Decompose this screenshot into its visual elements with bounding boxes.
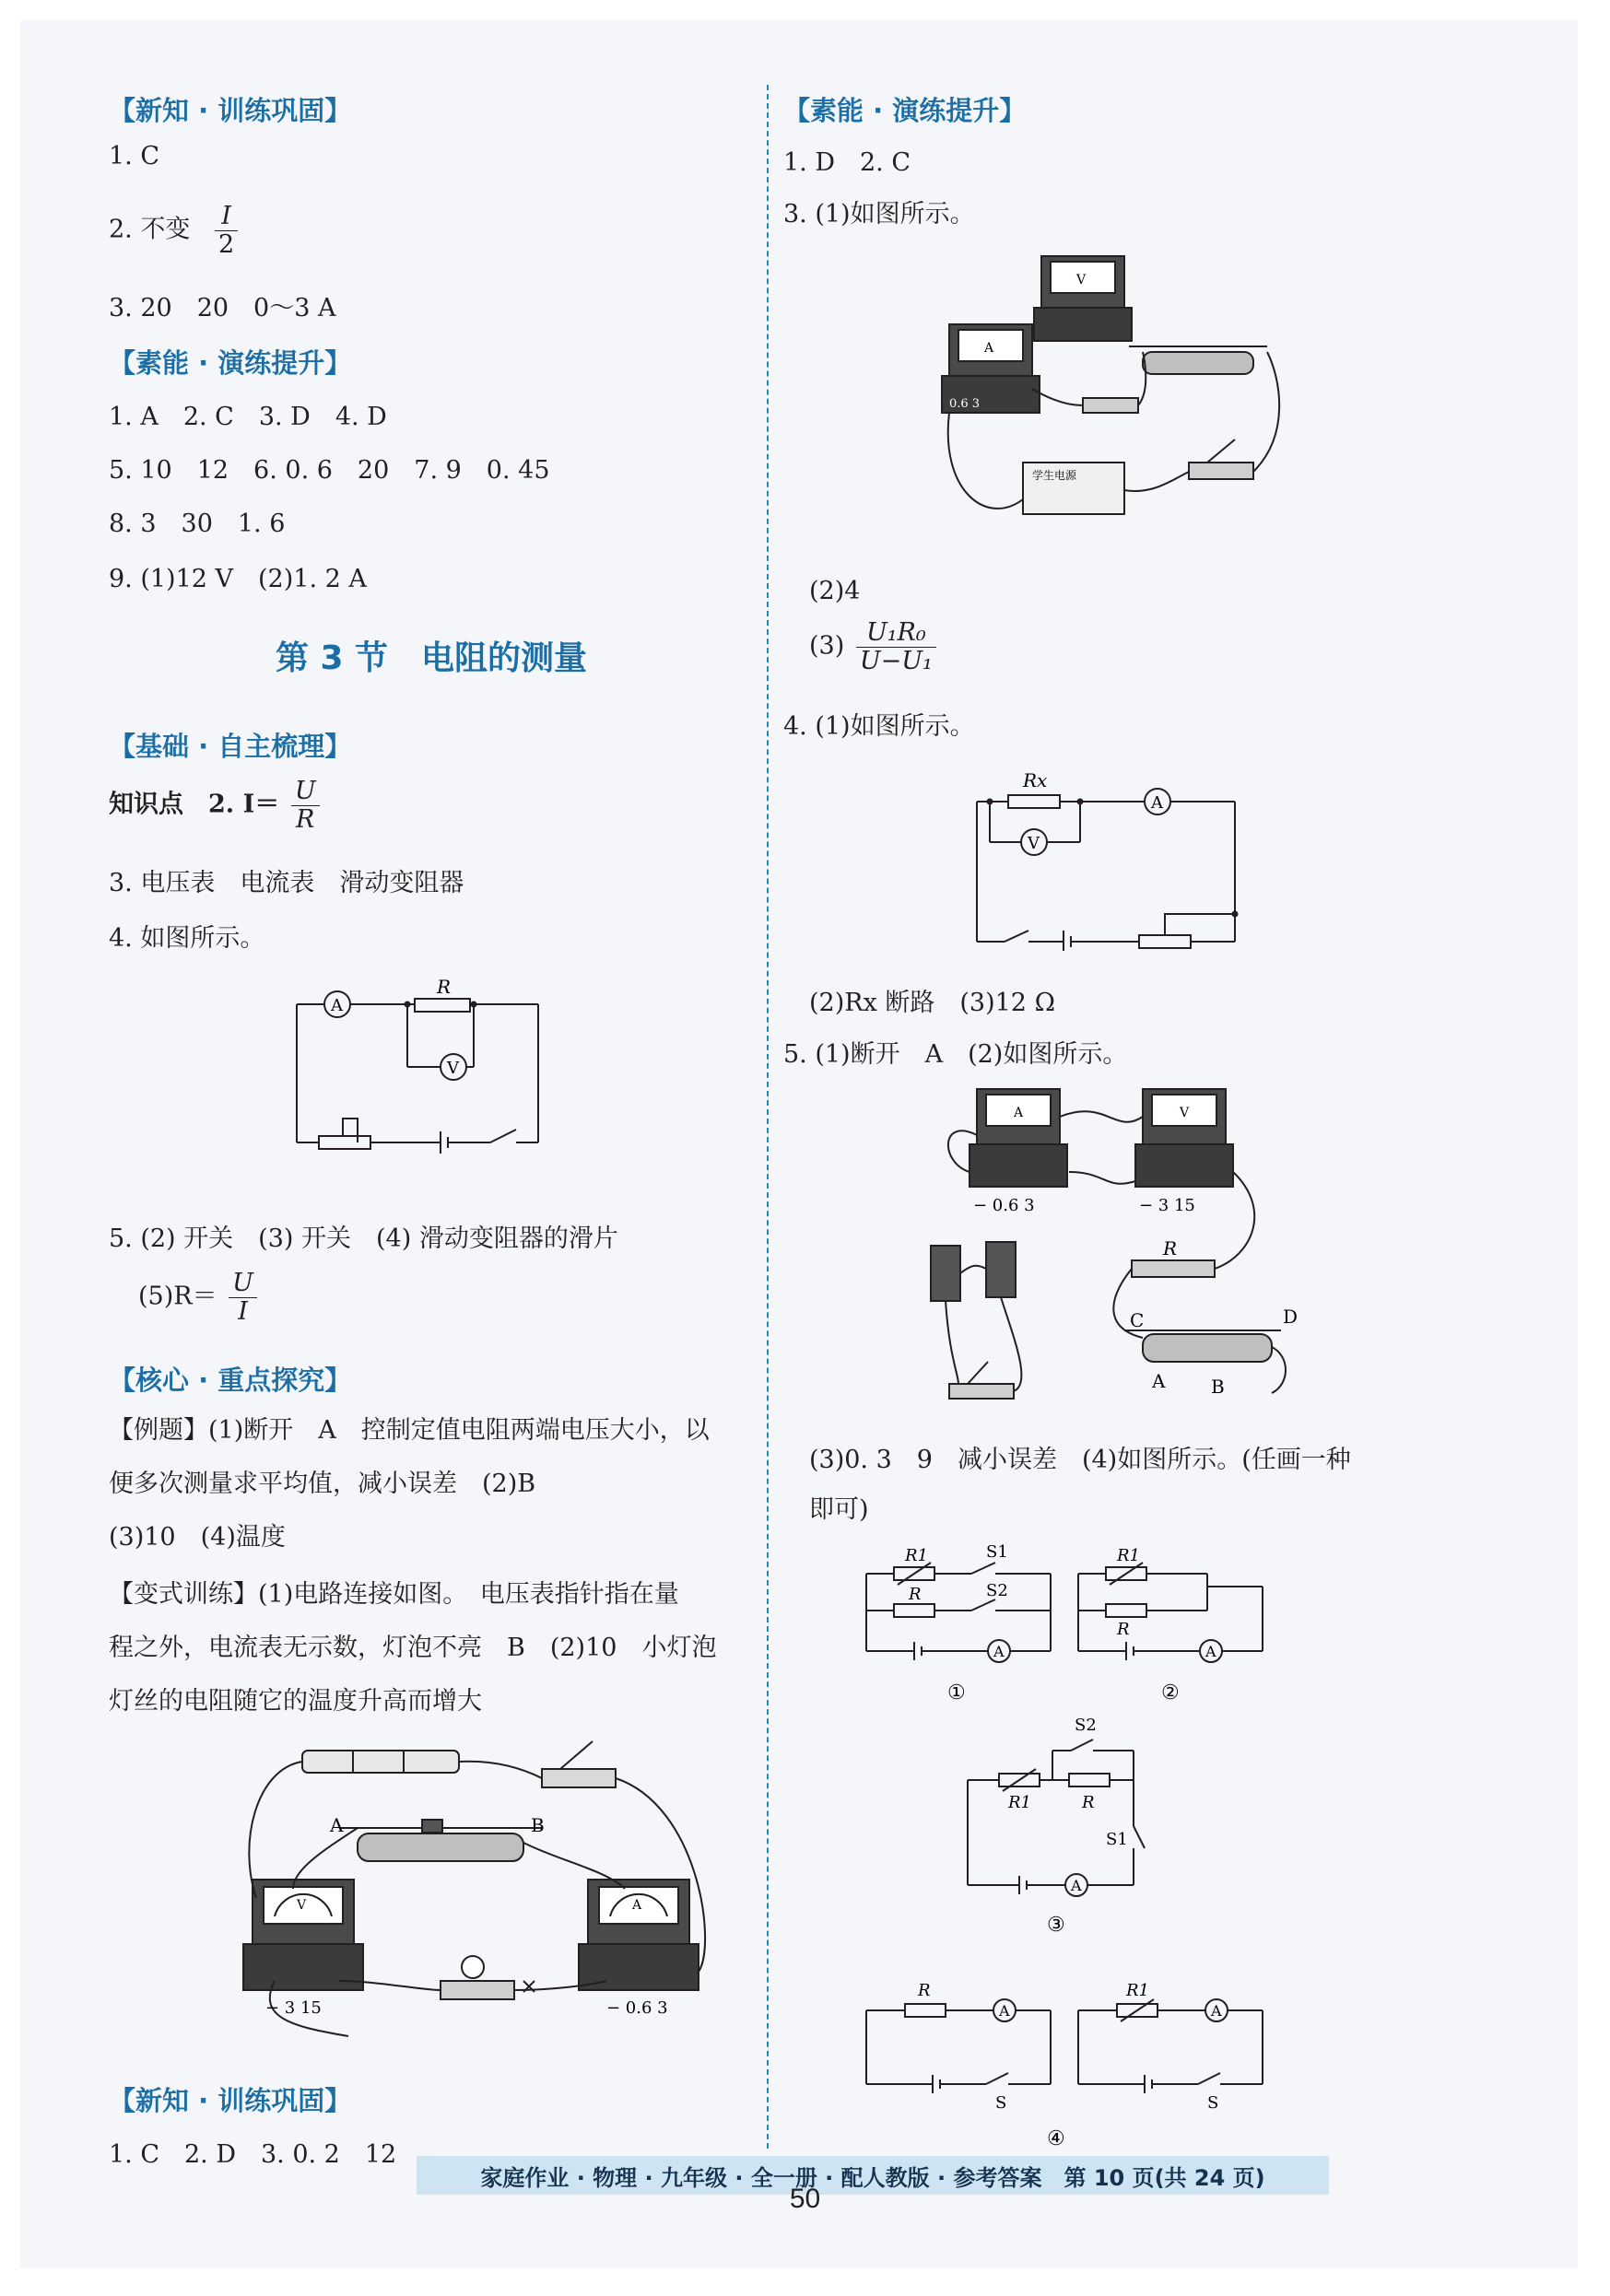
resistor-label: R xyxy=(1117,1620,1130,1639)
answer-line xyxy=(138,1270,261,1325)
answer-line: 1. D 2. C xyxy=(783,148,911,177)
switch-label: S xyxy=(995,2093,1007,2113)
resistor-label: R1 xyxy=(1117,1546,1141,1565)
fraction xyxy=(856,619,936,674)
fraction xyxy=(215,203,238,258)
footer-banner: 家庭作业 · 物理 · 九年级 · 全一册 · 配人教版 · 参考答案 第 10 页(共 24 页) xyxy=(417,2156,1329,2195)
circuit-diagram xyxy=(289,978,593,1163)
answer-text: (5)R＝ xyxy=(138,1282,217,1311)
section-title: 【素能 · 演练提升】 xyxy=(109,347,352,379)
column-divider xyxy=(767,85,769,2149)
meter-face-label: V xyxy=(1180,1106,1190,1120)
ammeter-label: A xyxy=(1211,2002,1222,2020)
fraction-denominator: R xyxy=(296,804,315,834)
option-number: ③ xyxy=(1047,1914,1065,1937)
fraction xyxy=(291,778,320,833)
switch-label: S2 xyxy=(986,1581,1008,1600)
fraction-denominator: I xyxy=(238,1296,248,1326)
terminal-label: A xyxy=(1152,1370,1166,1392)
ammeter-label: A xyxy=(1205,1643,1216,1660)
page-number: 50 xyxy=(789,2184,821,2214)
resistor-label: R1 xyxy=(1126,1981,1150,2000)
section-title: 【新知 · 训练巩固】 xyxy=(109,95,352,126)
resistor-label: Rx xyxy=(1023,769,1048,791)
section-title: 【核心 · 重点探究】 xyxy=(109,1365,352,1396)
meter-face-label: V xyxy=(297,1898,307,1913)
junction-dot xyxy=(987,799,993,805)
meter-scale-label: − 0.6 3 xyxy=(973,1196,1035,1215)
resistor-label: R xyxy=(909,1585,922,1604)
answer-line: 1. C xyxy=(109,142,160,170)
ammeter-label: A xyxy=(1071,1877,1082,1894)
answer-line: 1. A 2. C 3. D 4. D xyxy=(109,403,387,431)
fraction-numerator: U xyxy=(229,1270,257,1298)
switch-label: S1 xyxy=(986,1542,1008,1562)
answer-line: (2)4 xyxy=(809,577,861,605)
answer-text: 2. 不变 xyxy=(109,215,191,244)
answer-line: 9. (1)12 V (2)1. 2 A xyxy=(109,565,367,593)
answer-line: (2)Rx 断路 (3)12 Ω xyxy=(809,989,1055,1017)
answer-line: (3)0. 3 9 减小误差 (4)如图所示。(任画一种 xyxy=(809,1446,1351,1474)
answer-line xyxy=(109,778,323,833)
answer-line: 4. 如图所示。 xyxy=(109,924,265,953)
resistor-label: R xyxy=(437,978,452,998)
answer-line: 3. (1)如图所示。 xyxy=(783,200,975,228)
power-supply-label: 学生电源 xyxy=(1032,469,1077,482)
junction-dot xyxy=(1077,799,1084,805)
terminal-label: C xyxy=(1130,1309,1145,1331)
answer-line xyxy=(809,619,940,674)
meter-face-label: A xyxy=(1014,1106,1024,1120)
switch-label: S xyxy=(1207,2093,1219,2113)
resistor-label: R1 xyxy=(1008,1793,1032,1812)
answer-line: 【变式训练】(1)电路连接如图。 电压表指针指在量 xyxy=(109,1580,679,1609)
answer-line xyxy=(109,203,241,258)
resistor-label: R xyxy=(918,1981,931,2000)
fraction-numerator: U xyxy=(291,778,320,806)
resistor-label: R1 xyxy=(905,1546,929,1565)
answer-line: 便多次测量求平均值，减小误差 (2)B xyxy=(109,1470,536,1498)
terminal-label: D xyxy=(1283,1306,1299,1328)
answer-line: 1. C 2. D 3. 0. 2 12 xyxy=(109,2140,397,2169)
fraction-numerator: I xyxy=(215,203,238,231)
meter-face-label: A xyxy=(984,341,994,356)
switch-label: S2 xyxy=(1075,1716,1097,1735)
chapter-title: 第 3 节 电阻的测量 xyxy=(275,639,588,677)
switch-label: S1 xyxy=(1106,1830,1128,1849)
meter-scale-label: − 0.6 3 xyxy=(606,1998,668,2018)
circuit-diagram-options xyxy=(857,1531,1373,2158)
circuit-diagram xyxy=(968,757,1263,951)
terminal-label: B xyxy=(531,1814,545,1836)
answer-line: 5. (1)断开 A (2)如图所示。 xyxy=(783,1040,1128,1069)
meter-scale-label: − 3 15 xyxy=(1139,1196,1195,1215)
answer-line: 3. 电压表 电流表 滑动变阻器 xyxy=(109,869,464,897)
meter-face-label: A xyxy=(632,1898,642,1913)
answer-line: 4. (1)如图所示。 xyxy=(783,712,975,741)
answer-line: 【例题】(1)断开 A 控制定值电阻两端电压大小，以 xyxy=(109,1416,710,1445)
ammeter-label: A xyxy=(999,2002,1010,2020)
terminal-label: B xyxy=(1211,1376,1225,1398)
junction-dot xyxy=(405,1002,411,1008)
answer-line: 即可) xyxy=(809,1495,869,1524)
ammeter-label: A xyxy=(331,996,343,1015)
fraction-denominator: U−U₁ xyxy=(859,646,933,675)
answer-line: 3. 20 20 0～3 A xyxy=(109,294,336,322)
ammeter-label: A xyxy=(1151,793,1163,813)
section-title: 【基础 · 自主梳理】 xyxy=(109,731,352,762)
junction-dot xyxy=(471,1002,477,1008)
meter-face-label: V xyxy=(1076,273,1087,287)
page xyxy=(20,20,1578,2268)
voltmeter-label: V xyxy=(1028,834,1040,853)
section-title: 【新知 · 训练巩固】 xyxy=(109,2085,352,2116)
apparatus-illustration xyxy=(922,1080,1309,1421)
apparatus-illustration xyxy=(931,251,1290,536)
fraction-denominator: 2 xyxy=(217,229,235,259)
meter-scale-label: − 3 15 xyxy=(265,1998,322,2018)
option-number: ② xyxy=(1161,1681,1180,1704)
option-number: ① xyxy=(947,1681,966,1704)
resistor-label: R xyxy=(1082,1793,1095,1812)
ammeter-label: A xyxy=(993,1643,1005,1660)
fraction-numerator: U₁R₀ xyxy=(856,619,936,648)
answer-line: 5. 10 12 6. 0. 6 20 7. 9 0. 45 xyxy=(109,456,550,485)
fraction xyxy=(229,1270,257,1325)
junction-dot xyxy=(1232,911,1239,918)
voltmeter-label: V xyxy=(447,1059,459,1078)
answer-text: (3) xyxy=(809,631,845,661)
answer-line: 5. (2) 开关 (3) 开关 (4) 滑动变阻器的滑片 xyxy=(109,1224,618,1253)
answer-line: (3)10 (4)温度 xyxy=(109,1523,286,1552)
answer-line: 8. 3 30 1. 6 xyxy=(109,510,286,538)
answer-line: 程之外，电流表无示数，灯泡不亮 B (2)10 小灯泡 xyxy=(109,1634,717,1662)
apparatus-illustration xyxy=(238,1732,735,2045)
terminal-label: A xyxy=(330,1814,344,1836)
option-number: ④ xyxy=(1047,2127,1065,2150)
section-title: 【素能 · 演练提升】 xyxy=(783,95,1027,126)
answer-line: 灯丝的电阻随它的温度升高而增大 xyxy=(109,1687,482,1716)
resistor-label: R xyxy=(1163,1237,1178,1259)
answer-text: 知识点 2. I＝ xyxy=(109,790,280,819)
meter-scale-label: 0.6 3 xyxy=(949,397,981,411)
